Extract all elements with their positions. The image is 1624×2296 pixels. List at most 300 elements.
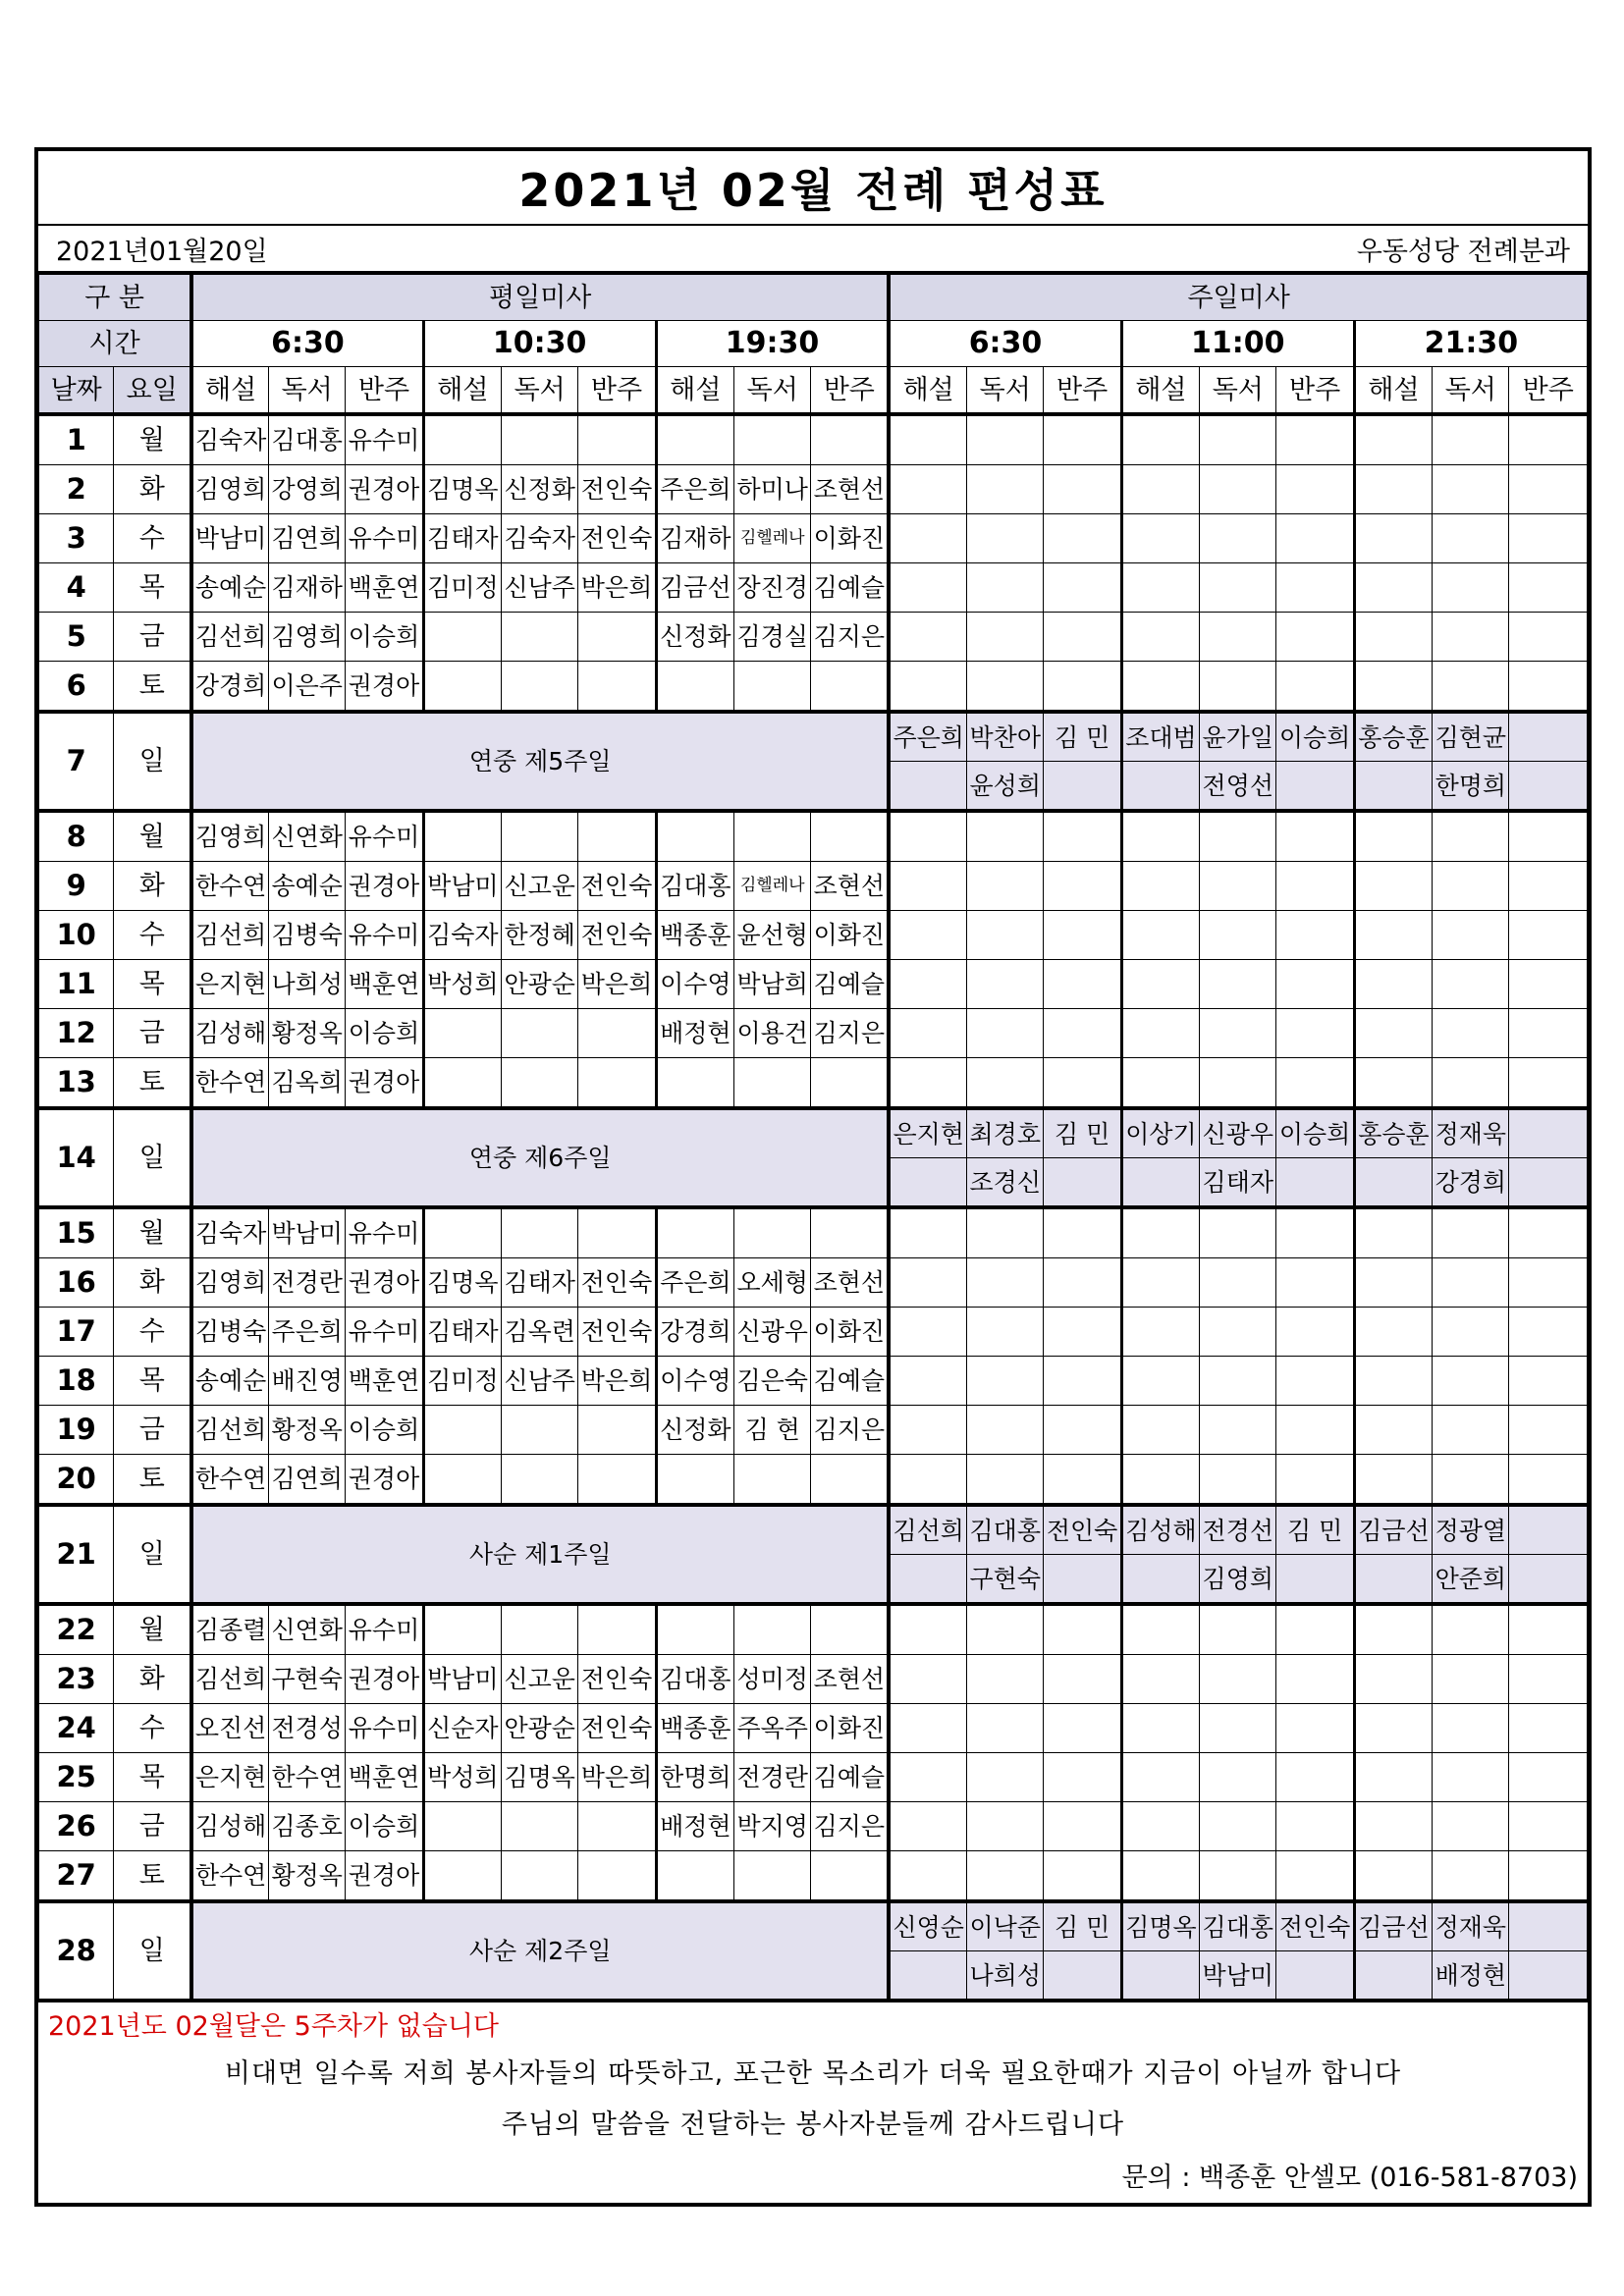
sunday-time-1: 6:30 [889,321,1121,367]
weekday-assignment-cell: 성미정 [734,1655,811,1704]
sunday-empty-cell [889,862,966,911]
sunday-empty-cell [967,1851,1044,1902]
day-row [39,1308,1588,1357]
sunday-empty-cell [967,613,1044,662]
weekday-assignment-cell: 한정혜 [502,911,578,960]
sunday-empty-cell [1121,1308,1199,1357]
role-header: 독서 [1433,367,1509,415]
weekday-assignment-cell: 박은희 [578,563,656,613]
weekday-assignment-cell: 권경아 [346,1655,423,1704]
sunday-assignment-cell: 김선희 [889,1505,966,1555]
weekday-assignment-cell: 김대홍 [656,862,733,911]
weekday-assignment-cell: 장진경 [734,563,811,613]
sunday-empty-cell [1121,862,1199,911]
sunday-empty-cell [1200,811,1276,862]
date-cell: 21 [39,1505,114,1604]
date-cell: 25 [39,1753,114,1802]
weekday-assignment-cell: 한수연 [191,1058,268,1109]
sunday-empty-cell [889,514,966,563]
sunday-empty-cell [967,911,1044,960]
weekday-assignment-cell: 송예순 [191,1357,268,1406]
sunday-assignment-cell [1276,1158,1354,1208]
date-cell: 14 [39,1108,114,1207]
weekday-assignment-cell [656,811,733,862]
sunday-empty-cell [1433,563,1509,613]
weekday-assignment-cell: 신남주 [502,1357,578,1406]
sunday-empty-cell [889,563,966,613]
sunday-empty-cell [1200,1357,1276,1406]
issued-date: 2021년01월20일 [56,236,268,267]
weekday-assignment-cell: 김연희 [269,1455,346,1506]
sunday-empty-cell [1200,465,1276,514]
weekday-assignment-cell: 조현선 [811,465,889,514]
sunday-empty-cell [967,1604,1044,1655]
weekday-assignment-cell: 배정현 [656,1009,733,1058]
role-header: 해설 [889,367,966,415]
sunday-empty-cell [1433,911,1509,960]
sunday-empty-cell [1200,1655,1276,1704]
sunday-empty-cell [1354,1308,1432,1357]
sunday-empty-cell [1044,1851,1121,1902]
sunday-row [39,1505,1588,1555]
sunday-assignment-cell [1044,1555,1121,1605]
sunday-assignment-cell [1509,712,1588,762]
weekday-assignment-cell [656,1604,733,1655]
weekday-assignment-cell: 전인숙 [578,862,656,911]
sunday-empty-cell [889,613,966,662]
date-cell: 6 [39,662,114,713]
weekday-assignment-cell [811,811,889,862]
date-cell: 28 [39,1901,114,2001]
weekday-cell: 수 [114,911,191,960]
weekday-assignment-cell: 김옥희 [269,1058,346,1109]
weekday-cell: 월 [114,1207,191,1258]
weekday-cell: 수 [114,514,191,563]
sunday-assignment-cell [1509,1951,1588,2002]
weekday-assignment-cell: 신연화 [269,1604,346,1655]
sunday-empty-cell [1509,1753,1588,1802]
sunday-empty-cell [1200,1406,1276,1455]
weekday-assignment-cell [502,1406,578,1455]
sunday-empty-cell [1354,1802,1432,1851]
day-row [39,563,1588,613]
weekday-cell: 화 [114,465,191,514]
date-cell: 22 [39,1604,114,1655]
sunday-assignment-cell: 이상기 [1121,1108,1199,1158]
sunday-empty-cell [967,465,1044,514]
weekday-assignment-cell: 한수연 [191,862,268,911]
day-row [39,1655,1588,1704]
weekday-assignment-cell [734,1851,811,1902]
weekday-assignment-cell: 김지은 [811,1009,889,1058]
sunday-empty-cell [1044,613,1121,662]
sunday-empty-cell [1354,960,1432,1009]
weekday-assignment-cell: 김명옥 [423,1258,501,1308]
weekday-assignment-cell [734,414,811,465]
sunday-empty-cell [889,465,966,514]
sunday-empty-cell [1276,911,1354,960]
weekday-assignment-cell: 전경란 [269,1258,346,1308]
sunday-empty-cell [889,662,966,713]
sunday-assignment-cell [1276,1951,1354,2002]
weekday-assignment-cell: 신남주 [502,563,578,613]
weekday-assignment-cell: 주은희 [656,1258,733,1308]
sunday-empty-cell [1121,911,1199,960]
weekday-cell: 목 [114,960,191,1009]
sunday-empty-cell [1044,911,1121,960]
date-cell: 8 [39,811,114,862]
sunday-assignment-cell: 김대홍 [967,1505,1044,1555]
sunday-assignment-cell [1509,1108,1588,1158]
sunday-empty-cell [1354,1406,1432,1455]
weekday-cell: 월 [114,811,191,862]
weekday-assignment-cell: 권경아 [346,662,423,713]
weekday-assignment-cell: 백훈연 [346,960,423,1009]
sunday-assignment-cell [1044,1951,1121,2002]
weekday-assignment-cell [811,1851,889,1902]
role-header: 독서 [1200,367,1276,415]
weekday-assignment-cell: 전인숙 [578,1308,656,1357]
sunday-empty-cell [1433,465,1509,514]
message-line-2: 주님의 말씀을 전달하는 봉사자분들께 감사드립니다 [501,2109,1125,2140]
weekday-assignment-cell: 김숙자 [423,911,501,960]
sunday-empty-cell [889,960,966,1009]
sunday-empty-cell [1121,662,1199,713]
sunday-empty-cell [967,1802,1044,1851]
sunday-row [39,712,1588,762]
sunday-empty-cell [1276,514,1354,563]
weekday-assignment-cell: 이화진 [811,514,889,563]
weekday-assignment-cell: 전인숙 [578,911,656,960]
weekday-assignment-cell [578,811,656,862]
weekday-assignment-cell: 김영희 [191,465,268,514]
weekday-assignment-cell: 박은희 [578,1753,656,1802]
sunday-empty-cell [1509,465,1588,514]
sunday-empty-cell [1509,1357,1588,1406]
day-row [39,1753,1588,1802]
weekday-assignment-cell: 유수미 [346,1207,423,1258]
weekday-assignment-cell: 박성희 [423,960,501,1009]
sunday-empty-cell [889,1009,966,1058]
weekday-assignment-cell [423,1802,501,1851]
weekday-assignment-cell: 신정화 [502,465,578,514]
sunday-assignment-cell [1509,1505,1588,1555]
weekday-assignment-cell [734,1207,811,1258]
day-row [39,414,1588,465]
sunday-empty-cell [1200,1455,1276,1506]
sunday-assignment-cell [1121,1951,1199,2002]
weekday-assignment-cell: 김지은 [811,1406,889,1455]
sunday-empty-cell [1354,1655,1432,1704]
weekday-assignment-cell: 이승희 [346,1009,423,1058]
sunday-empty-cell [1276,1406,1354,1455]
role-header: 해설 [191,367,268,415]
sunday-assignment-cell: 김성해 [1121,1505,1199,1555]
weekday-assignment-cell [656,1207,733,1258]
weekday-assignment-cell: 김선희 [191,1655,268,1704]
footer [38,1997,1588,2203]
weekday-assignment-cell [811,1455,889,1506]
sunday-empty-cell [1509,1406,1588,1455]
sunday-empty-cell [1354,1058,1432,1109]
sunday-assignment-cell [1044,1158,1121,1208]
sunday-empty-cell [1509,911,1588,960]
weekday-assignment-cell [423,414,501,465]
sunday-empty-cell [1276,1604,1354,1655]
sunday-empty-cell [1276,1802,1354,1851]
weekday-assignment-cell [502,1058,578,1109]
sunday-assignment-cell [1509,1901,1588,1951]
weekday-assignment-cell [423,1406,501,1455]
notice-text: 2021년도 02월달은 5주차가 없습니다 [48,2011,499,2042]
sunday-empty-cell [1200,514,1276,563]
weekday-assignment-cell: 박성희 [423,1753,501,1802]
weekday-cell: 화 [114,862,191,911]
weekday-cell: 금 [114,613,191,662]
sunday-assignment-cell [1509,1555,1588,1605]
sunday-empty-cell [1433,862,1509,911]
sunday-empty-cell [1433,1704,1509,1753]
weekday-assignment-cell: 김태자 [423,1308,501,1357]
weekday-assignment-cell: 박남미 [423,862,501,911]
weekday-assignment-cell [502,1009,578,1058]
weekday-assignment-cell: 전인숙 [578,465,656,514]
sunday-empty-cell [1509,1207,1588,1258]
sunday-assignment-cell: 한명희 [1433,762,1509,812]
sunday-assignment-cell: 이승희 [1276,1108,1354,1158]
date-cell: 1 [39,414,114,465]
liturgical-week-label: 연중 제5주일 [191,712,889,811]
date-cell: 17 [39,1308,114,1357]
sunday-assignment-cell [889,1158,966,1208]
weekday-assignment-cell: 은지현 [191,960,268,1009]
day-row [39,613,1588,662]
sunday-empty-cell [1276,613,1354,662]
sunday-empty-cell [1509,613,1588,662]
day-row [39,1207,1588,1258]
sunday-empty-cell [1509,514,1588,563]
weekday-assignment-cell: 김대홍 [269,414,346,465]
sunday-empty-cell [1276,1753,1354,1802]
weekday-cell: 일 [114,1505,191,1604]
weekday-assignment-cell: 송예순 [191,563,268,613]
weekday-assignment-cell: 신고운 [502,862,578,911]
weekday-time-2: 10:30 [423,321,656,367]
day-row [39,1058,1588,1109]
sunday-empty-cell [1509,1851,1588,1902]
sunday-empty-cell [889,1604,966,1655]
weekday-assignment-cell [423,1058,501,1109]
weekday-assignment-cell: 김영희 [269,613,346,662]
sunday-empty-cell [1044,1604,1121,1655]
weekday-assignment-cell: 김영희 [191,1258,268,1308]
sunday-assignment-cell: 윤성희 [967,762,1044,812]
sunday-empty-cell [967,1357,1044,1406]
sunday-empty-cell [1433,1604,1509,1655]
sunday-assignment-cell: 윤가일 [1200,712,1276,762]
role-header: 반주 [346,367,423,415]
sunday-assignment-cell: 정재욱 [1433,1108,1509,1158]
weekday-assignment-cell: 전인숙 [578,514,656,563]
weekday-assignment-cell: 박은희 [578,960,656,1009]
sunday-row [39,1901,1588,1951]
weekday-assignment-cell: 권경아 [346,1851,423,1902]
weekday-assignment-cell: 조현선 [811,862,889,911]
sunday-assignment-cell: 김명옥 [1121,1901,1199,1951]
weekday-assignment-cell: 김미정 [423,563,501,613]
weekday-assignment-cell [502,1207,578,1258]
sunday-empty-cell [1121,1455,1199,1506]
sunday-assignment-cell: 김현균 [1433,712,1509,762]
schedule-table [38,274,1588,2002]
sunday-assignment-cell: 김금선 [1354,1505,1432,1555]
sunday-assignment-cell: 김영희 [1200,1555,1276,1605]
sunday-empty-cell [1200,1009,1276,1058]
weekday-assignment-cell [811,414,889,465]
sunday-empty-cell [967,1406,1044,1455]
weekday-assignment-cell [734,662,811,713]
sunday-empty-cell [1044,1655,1121,1704]
sunday-empty-cell [889,414,966,465]
sunday-empty-cell [1509,811,1588,862]
sunday-assignment-cell: 최경호 [967,1108,1044,1158]
sunday-empty-cell [1200,1207,1276,1258]
sunday-empty-cell [1509,1258,1588,1308]
weekday-cell: 목 [114,563,191,613]
sunday-empty-cell [1121,1704,1199,1753]
weekday-assignment-cell: 이수영 [656,960,733,1009]
weekday-cell: 토 [114,1455,191,1506]
sunday-assignment-cell: 이승희 [1276,712,1354,762]
day-row [39,1357,1588,1406]
weekday-cell: 토 [114,662,191,713]
sunday-empty-cell [1354,1258,1432,1308]
weekday-assignment-cell [811,1207,889,1258]
sunday-empty-cell [1433,1851,1509,1902]
weekday-assignment-cell [502,1455,578,1506]
sunday-empty-cell [1044,1009,1121,1058]
sunday-empty-cell [889,1802,966,1851]
sunday-empty-cell [889,1357,966,1406]
sunday-empty-cell [1044,1406,1121,1455]
sunday-assignment-cell: 박찬아 [967,712,1044,762]
weekday-assignment-cell: 유수미 [346,811,423,862]
weekday-assignment-cell: 박남미 [269,1207,346,1258]
sunday-empty-cell [1276,1058,1354,1109]
sunday-assignment-cell [1509,1158,1588,1208]
sunday-empty-cell [1044,811,1121,862]
weekday-assignment-cell: 하미나 [734,465,811,514]
weekday-assignment-cell: 김태자 [502,1258,578,1308]
weekday-assignment-cell [502,1851,578,1902]
date-cell: 12 [39,1009,114,1058]
sunday-empty-cell [1354,514,1432,563]
sunday-assignment-cell: 정재욱 [1433,1901,1509,1951]
weekday-assignment-cell: 백종훈 [656,911,733,960]
weekday-assignment-cell: 권경아 [346,1258,423,1308]
weekday-assignment-cell: 배진영 [269,1357,346,1406]
weekday-assignment-cell: 김 현 [734,1406,811,1455]
sunday-empty-cell [1121,1058,1199,1109]
weekday-assignment-cell: 김숙자 [191,414,268,465]
sunday-assignment-cell: 주은희 [889,712,966,762]
weekday-assignment-cell: 신순자 [423,1704,501,1753]
sunday-empty-cell [1044,1207,1121,1258]
sunday-empty-cell [889,1455,966,1506]
sunday-empty-cell [1433,1258,1509,1308]
weekday-assignment-cell [811,662,889,713]
sunday-empty-cell [1276,1207,1354,1258]
weekday-assignment-cell: 김성해 [191,1009,268,1058]
day-row [39,514,1588,563]
sunday-assignment-cell: 나희성 [967,1951,1044,2002]
weekday-assignment-cell: 김옥련 [502,1308,578,1357]
sunday-assignment-cell [889,762,966,812]
sunday-empty-cell [1200,1308,1276,1357]
sunday-empty-cell [1354,1704,1432,1753]
weekday-assignment-cell: 김예슬 [811,960,889,1009]
weekday-assignment-cell: 한수연 [191,1455,268,1506]
weekday-assignment-cell: 김재하 [269,563,346,613]
weekday-assignment-cell [423,662,501,713]
sunday-empty-cell [1276,1009,1354,1058]
weekday-assignment-cell: 안광순 [502,960,578,1009]
sunday-empty-cell [1200,414,1276,465]
sunday-assignment-cell: 홍승훈 [1354,712,1432,762]
weekday-cell: 화 [114,1258,191,1308]
weekday-assignment-cell [811,1604,889,1655]
weekday-assignment-cell: 김병숙 [191,1308,268,1357]
weekday-assignment-cell [734,1604,811,1655]
weekday-assignment-cell: 구현숙 [269,1655,346,1704]
weekday-assignment-cell: 강경희 [656,1308,733,1357]
category-header: 구 분 [39,275,192,321]
weekday-assignment-cell: 배정현 [656,1802,733,1851]
weekday-assignment-cell: 이은주 [269,662,346,713]
weekday-assignment-cell: 송예순 [269,862,346,911]
sunday-empty-cell [1044,862,1121,911]
day-row [39,1604,1588,1655]
sunday-assignment-cell [889,1555,966,1605]
sunday-empty-cell [1044,1455,1121,1506]
sunday-empty-cell [1354,1207,1432,1258]
sunday-assignment-cell: 전영선 [1200,762,1276,812]
weekday-assignment-cell [502,811,578,862]
weekday-assignment-cell [423,1207,501,1258]
role-header: 독서 [967,367,1044,415]
weekday-assignment-cell [734,811,811,862]
sunday-assignment-cell: 박남미 [1200,1951,1276,2002]
weekday-assignment-cell [502,1604,578,1655]
weekday-assignment-cell: 한수연 [191,1851,268,1902]
sunday-empty-cell [1044,662,1121,713]
day-row [39,465,1588,514]
sunday-empty-cell [1354,563,1432,613]
sunday-empty-cell [967,1455,1044,1506]
sunday-empty-cell [1044,465,1121,514]
sunday-assignment-cell: 전경선 [1200,1505,1276,1555]
weekday-assignment-cell [423,1851,501,1902]
day-row [39,811,1588,862]
sunday-empty-cell [1509,960,1588,1009]
weekday-time-1: 6:30 [191,321,423,367]
weekday-assignment-cell: 김성해 [191,1802,268,1851]
sunday-empty-cell [1276,960,1354,1009]
date-cell: 3 [39,514,114,563]
role-header: 반주 [811,367,889,415]
weekday-assignment-cell: 김종렬 [191,1604,268,1655]
weekday-assignment-cell: 이승희 [346,1802,423,1851]
